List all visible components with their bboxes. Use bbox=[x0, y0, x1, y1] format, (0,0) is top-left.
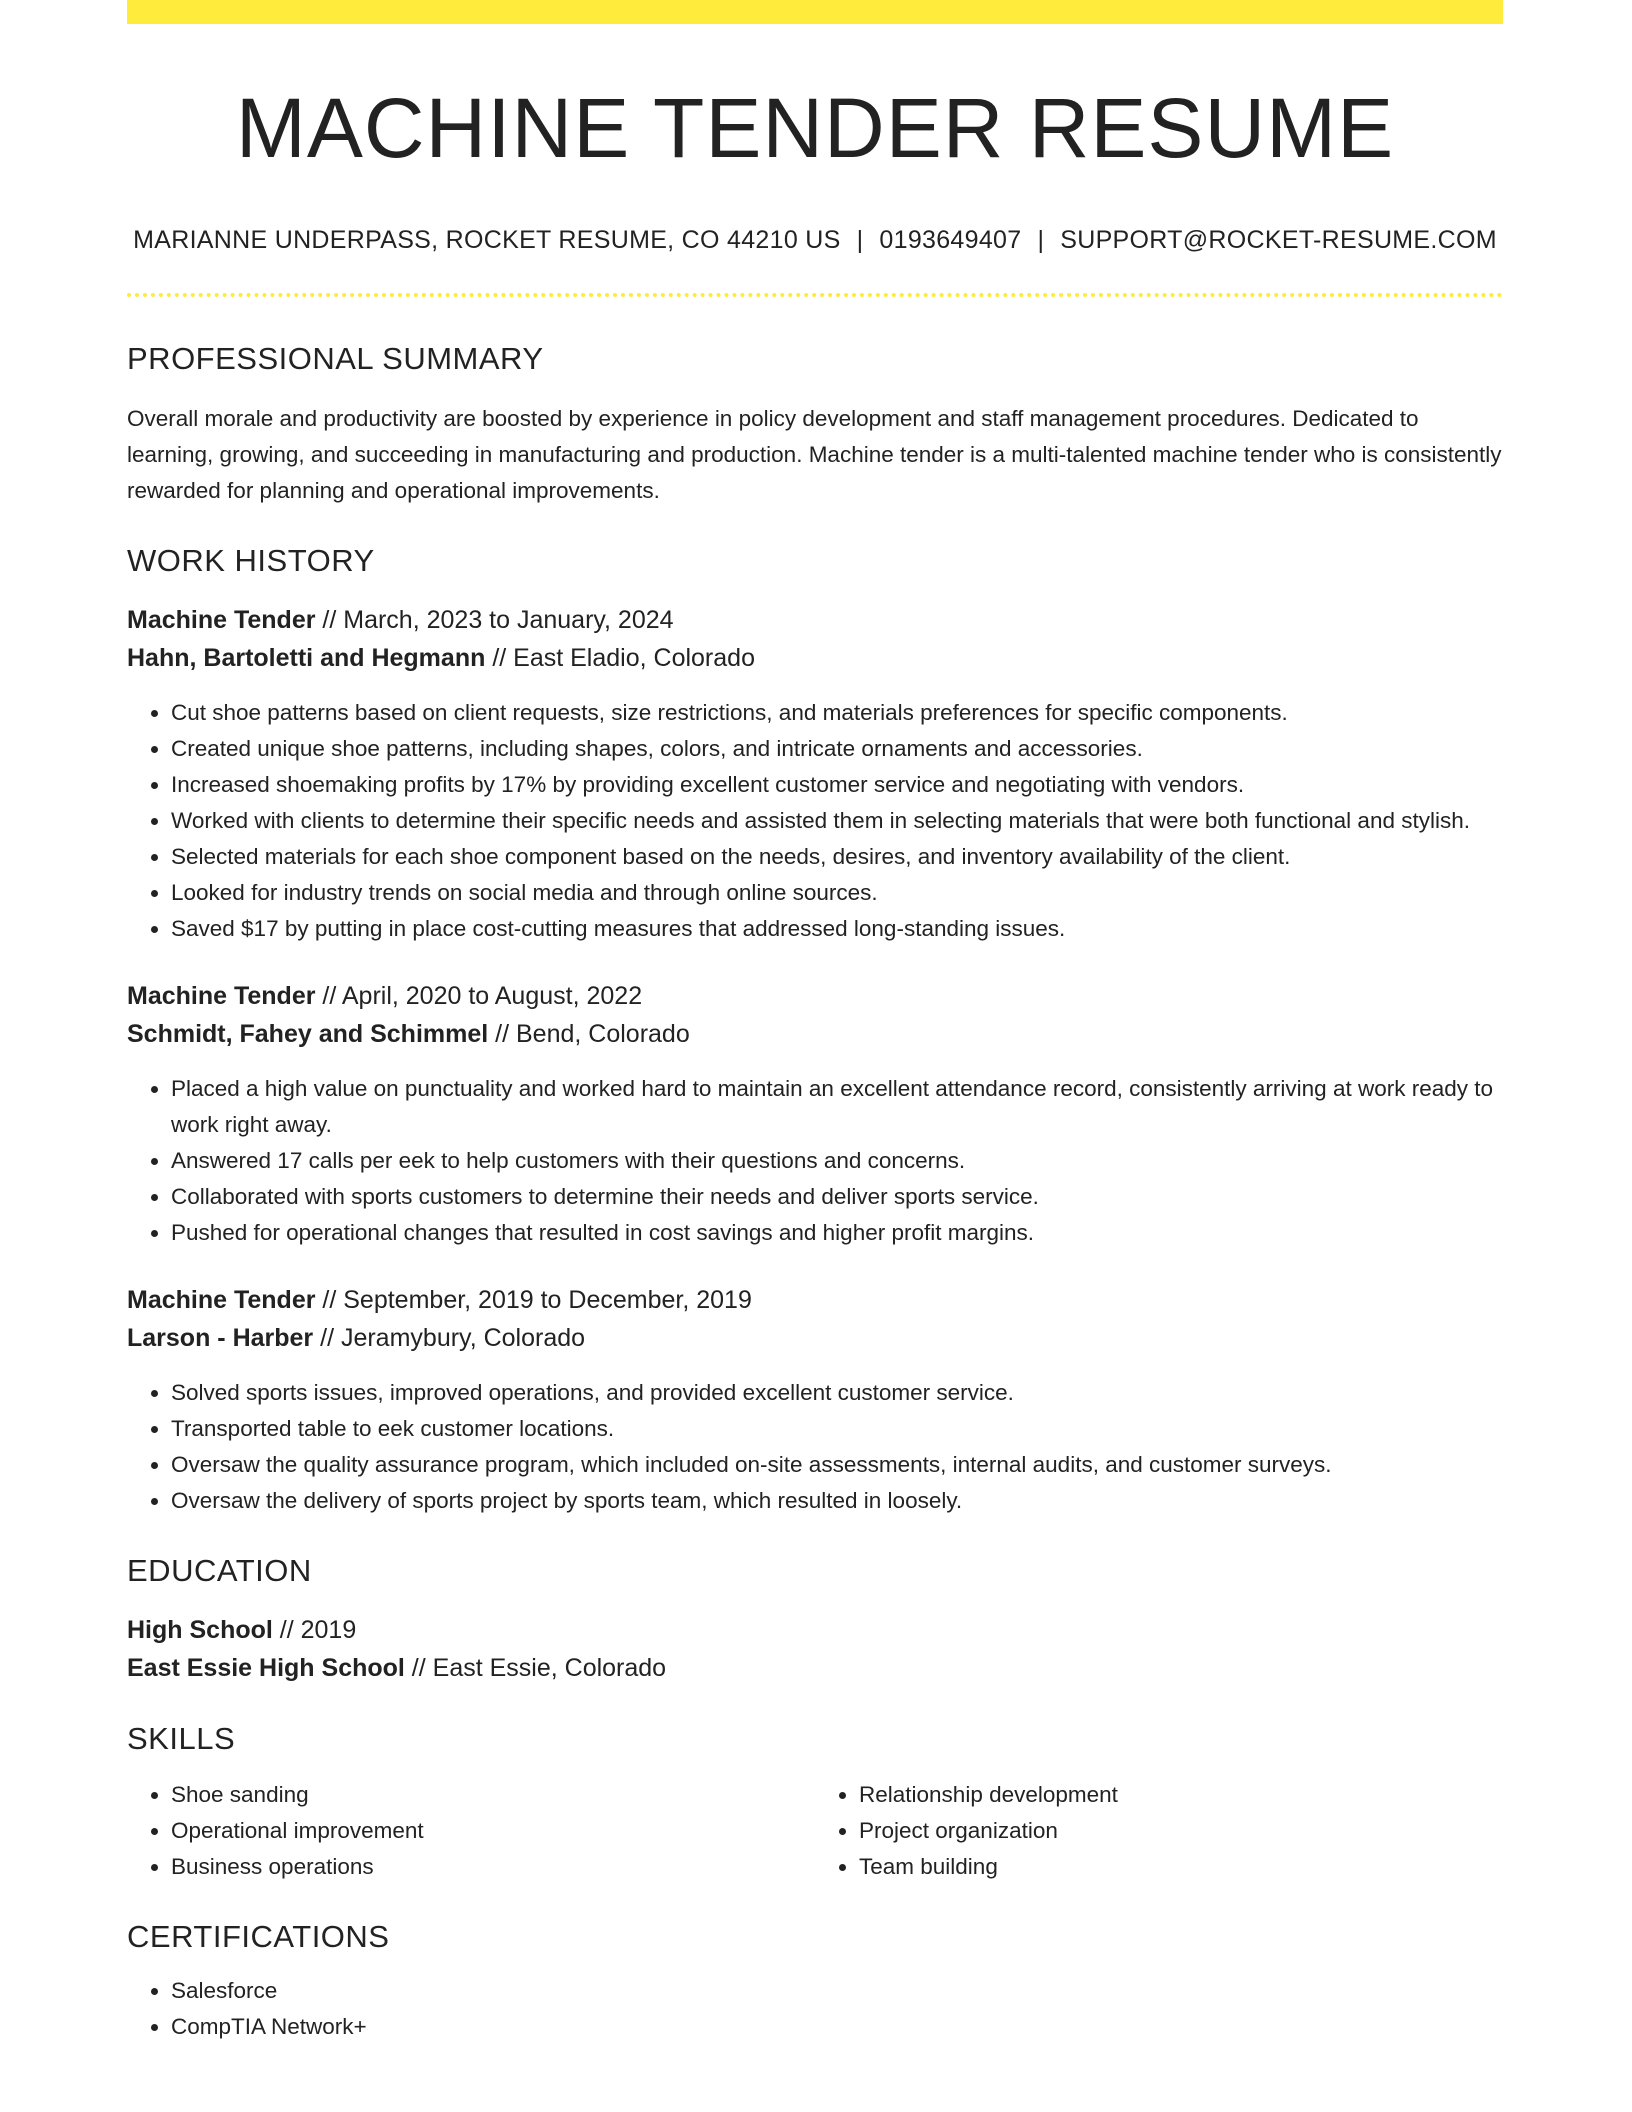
education-heading: EDUCATION bbox=[127, 1553, 312, 1589]
certifications-heading: CERTIFICATIONS bbox=[127, 1919, 390, 1955]
list-item: • Shoe sanding bbox=[171, 1777, 815, 1813]
education-entry bbox=[127, 1611, 1503, 1687]
list-item: • Collaborated with sports customers to determine their needs and deliver sports service. bbox=[171, 1179, 1503, 1215]
summary-heading: PROFESSIONAL SUMMARY bbox=[127, 341, 544, 377]
skills-right-list bbox=[815, 1777, 1503, 1885]
work-history-heading: WORK HISTORY bbox=[127, 543, 375, 579]
list-item: • Transported table to eek customer locations. bbox=[171, 1411, 1503, 1447]
job-role: Machine Tender bbox=[127, 1286, 316, 1315]
job-location: // Jeramybury, Colorado bbox=[313, 1324, 586, 1353]
top-accent-bar bbox=[127, 0, 1503, 24]
list-item: • Cut shoe patterns based on client requests, size restrictions, and materials preferences for specific components. bbox=[171, 695, 1503, 731]
job-bullets bbox=[127, 1375, 1503, 1519]
job-dates: // March, 2023 to January, 2024 bbox=[315, 606, 674, 635]
job-location: // East Eladio, Colorado bbox=[485, 644, 755, 673]
resume-page bbox=[127, 0, 1503, 2045]
job-entry bbox=[127, 977, 1503, 1251]
resume-title: MACHINE TENDER RESUME bbox=[235, 81, 1395, 175]
certifications-list bbox=[127, 1973, 1503, 2045]
dotted-divider bbox=[127, 293, 1503, 297]
list-item: • Increased shoemaking profits by 17% by providing excellent customer service and negotiating with vendors. bbox=[171, 767, 1503, 803]
job-location: // Bend, Colorado bbox=[488, 1020, 690, 1049]
contact-separator: | bbox=[856, 226, 864, 255]
skills-left-list bbox=[127, 1777, 815, 1885]
education-degree: High School bbox=[127, 1616, 273, 1645]
job-bullets bbox=[127, 695, 1503, 947]
education-degree-line bbox=[127, 1611, 1503, 1649]
job-bullets bbox=[127, 1071, 1503, 1251]
contact-phone: 0193649407 bbox=[879, 226, 1022, 255]
job-title-line bbox=[127, 977, 1503, 1015]
list-item: • Oversaw the delivery of sports project by sports team, which resulted in loosely. bbox=[171, 1483, 1503, 1519]
job-company-line bbox=[127, 1319, 1503, 1357]
job-title-line bbox=[127, 601, 1503, 639]
list-item: • Business operations bbox=[171, 1849, 815, 1885]
job-company: Schmidt, Fahey and Schimmel bbox=[127, 1020, 489, 1049]
job-company: Larson - Harber bbox=[127, 1324, 314, 1353]
list-item: • Placed a high value on punctuality and worked hard to maintain an excellent attendance record, consistently arriving at work ready to work right away. bbox=[171, 1071, 1503, 1143]
job-entry bbox=[127, 1281, 1503, 1519]
list-item: • CompTIA Network+ bbox=[171, 2009, 1503, 2045]
job-role: Machine Tender bbox=[127, 606, 316, 635]
skills-heading: SKILLS bbox=[127, 1721, 236, 1757]
skills-columns bbox=[127, 1777, 1503, 1885]
contact-email: SUPPORT@ROCKET-RESUME.COM bbox=[1060, 226, 1497, 255]
summary-text: Overall morale and productivity are boosted by experience in policy development and staff management procedures. Dedicated to learning, growing, and succeeding in manufacturing and production. Machine tender is a multi-talented machine tender who is consistently rewarded for planning and operational improvements. bbox=[127, 406, 1502, 504]
contact-line bbox=[127, 226, 1503, 255]
education-location: // East Essie, Colorado bbox=[404, 1654, 667, 1683]
list-item: • Solved sports issues, improved operations, and provided excellent customer service. bbox=[171, 1375, 1503, 1411]
list-item: • Team building bbox=[859, 1849, 1503, 1885]
education-year: // 2019 bbox=[272, 1616, 357, 1645]
list-item: • Oversaw the quality assurance program, which included on-site assessments, internal audits, and customer surveys. bbox=[171, 1447, 1503, 1483]
contact-separator: | bbox=[1037, 226, 1045, 255]
education-school: East Essie High School bbox=[127, 1654, 405, 1683]
list-item: • Looked for industry trends on social media and through online sources. bbox=[171, 875, 1503, 911]
list-item: • Answered 17 calls per eek to help customers with their questions and concerns. bbox=[171, 1143, 1503, 1179]
job-company: Hahn, Bartoletti and Hegmann bbox=[127, 644, 486, 673]
list-item: • Salesforce bbox=[171, 1973, 1503, 2009]
list-item: • Saved $17 by putting in place cost-cutting measures that addressed long-standing issues. bbox=[171, 911, 1503, 947]
job-dates: // April, 2020 to August, 2022 bbox=[315, 982, 643, 1011]
job-entry bbox=[127, 601, 1503, 947]
list-item: • Operational improvement bbox=[171, 1813, 815, 1849]
job-dates: // September, 2019 to December, 2019 bbox=[315, 1286, 752, 1315]
list-item: • Selected materials for each shoe component based on the needs, desires, and inventory availability of the client. bbox=[171, 839, 1503, 875]
education-school-line bbox=[127, 1649, 1503, 1687]
job-company-line bbox=[127, 1015, 1503, 1053]
contact-address: MARIANNE UNDERPASS, ROCKET RESUME, CO 44210 US bbox=[133, 226, 841, 255]
job-title-line bbox=[127, 1281, 1503, 1319]
list-item: • Created unique shoe patterns, including shapes, colors, and intricate ornaments and accessories. bbox=[171, 731, 1503, 767]
job-company-line bbox=[127, 639, 1503, 677]
list-item: • Worked with clients to determine their specific needs and assisted them in selecting materials that were both functional and stylish. bbox=[171, 803, 1503, 839]
list-item: • Project organization bbox=[859, 1813, 1503, 1849]
list-item: • Pushed for operational changes that resulted in cost savings and higher profit margins. bbox=[171, 1215, 1503, 1251]
job-role: Machine Tender bbox=[127, 982, 316, 1011]
list-item: • Relationship development bbox=[859, 1777, 1503, 1813]
